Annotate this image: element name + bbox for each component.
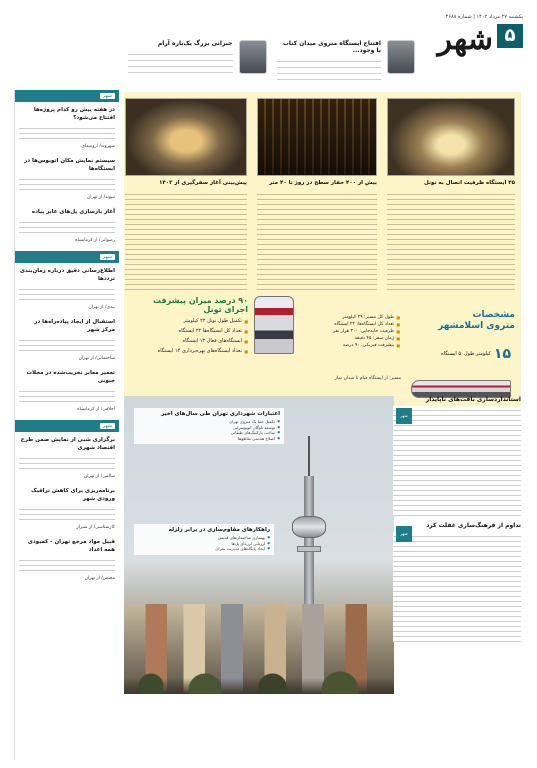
tunnel-photo — [125, 98, 247, 176]
sidebar-tag: شهر — [100, 254, 115, 260]
column-text — [277, 56, 382, 80]
article-title: تداوم از فرهنگ‌سازی غفلت کرد — [426, 522, 521, 529]
eslam-subtitle: متروی اسلامشهر — [438, 321, 515, 331]
overlay-title: راهکارهای مقاوم‌سازی در برابر زلزله — [168, 527, 270, 533]
brief-title: تعمیر معابر تخریب‌شده در محلات جنوبی — [26, 370, 115, 384]
brief-source: بیدی/ از تهران — [88, 305, 115, 310]
news-brief — [15, 267, 119, 310]
metro-tunnel-photo — [387, 98, 515, 176]
stat-item: ■ تعداد کل ایستگاه‌ها: ۲۲ ایستگاه — [304, 321, 400, 328]
progress-title: ۹۰ درصد میزان پیشرفت اجرای تونل — [152, 296, 248, 314]
news-brief — [15, 157, 119, 200]
brief-text — [19, 336, 115, 354]
brief-source: سالمی/ از تهران — [83, 474, 115, 479]
column-title: جبرانی بزرگ یک‌باره آرام — [157, 40, 233, 47]
column-text — [128, 49, 233, 73]
eslam-length — [441, 346, 511, 362]
brief-title: قبیل مواد مرجع تهران - کمبودی همه اعداد — [27, 539, 115, 553]
photo-caption: پیش‌بینی آغاز سفرگیری از ۱۴۰۲ — [159, 180, 247, 186]
milad-tower-photo — [124, 396, 394, 694]
brief-title: سیستم نمایش مکان اتوبوس‌ها در ایستگاه‌ها — [24, 158, 115, 172]
article-text — [125, 190, 247, 290]
section-logo: شهر — [437, 22, 493, 57]
overlay-title: اعتبارات شهرداری تهران طی سال‌های اخیر — [161, 411, 280, 417]
article-text — [387, 190, 515, 290]
tower-head — [292, 516, 326, 538]
metro-train-front-illustration — [254, 296, 294, 354]
brief-title: برگزاری شبی از نمایش ضمن طرح اقتصاد شهری — [20, 437, 115, 451]
eslam-km-unit: کیلومتر طول — [464, 351, 491, 357]
news-brief — [15, 106, 119, 149]
brief-title: آغاز بازسازی پل‌های عابر پیاده — [31, 209, 115, 215]
column-title: افتتاح ایستگاه متروی میدان کتاب با وجود... — [282, 40, 381, 54]
stat-item: ■ پیشرفت فیزیکی: ۹۰ درصد — [304, 342, 400, 349]
brief-text — [19, 124, 115, 142]
brief-source: ساختمانی/ از تهران — [78, 356, 115, 361]
news-brief — [15, 538, 119, 581]
overlay-item: ● ایجاد پایگاه‌های مدیریت بحران — [138, 546, 270, 552]
sidebar-header — [15, 90, 119, 102]
article-title: استانداردسازی بافت‌های ناپایدار — [425, 396, 521, 403]
section-badge: شهر — [396, 526, 412, 542]
eslam-stations: ۵ ایستگاه — [441, 351, 462, 357]
metro-stats — [304, 314, 400, 349]
overlay-item: ● اصلاح هندسی تقاطع‌ها — [138, 436, 280, 442]
progress-panel — [130, 296, 248, 404]
brief-source: کارشناسی/ از شیراز — [76, 525, 115, 530]
brief-source: مختص/ از تهران — [84, 576, 115, 581]
overlay-item: ● توسعه ناوگان اتوبوسرانی — [138, 425, 280, 431]
progress-item: ■ تعداد ایستگاه‌های بهره‌برداری ۱۴ ایستگاه — [130, 348, 248, 355]
budget-overlay — [134, 408, 284, 444]
progress-item: ■ ایستگاه‌های فعال ۱۳ ایستگاه — [130, 338, 248, 345]
columnist-box — [128, 40, 267, 90]
avatar — [387, 40, 415, 74]
metro-feature — [124, 92, 521, 410]
sidebar-tag: شهر — [100, 93, 115, 99]
progress-item: ■ تکمیل طول تونل ۲۲ کیلومتر — [130, 318, 248, 325]
trees — [124, 654, 394, 694]
stat-item: ■ زمان سفر: ۴۵ دقیقه — [304, 335, 400, 342]
brief-text — [19, 387, 115, 405]
stat-item: ■ طول کل مسیر: ۲۹ کیلومتر — [304, 314, 400, 321]
columnist-strip — [128, 40, 415, 90]
news-brief — [15, 369, 119, 412]
news-brief — [15, 208, 119, 243]
side-article — [393, 396, 521, 696]
overlay-item: ● ساخت پارکینگ‌های طبقاتی — [138, 430, 280, 436]
brief-text — [19, 285, 115, 303]
brief-text — [19, 556, 115, 574]
masthead — [419, 14, 523, 84]
sidebar-header — [15, 251, 119, 263]
brief-text — [19, 218, 115, 236]
brief-source: رضوانی/ از کرمانشاه — [75, 238, 115, 243]
brief-text — [19, 454, 115, 472]
brief-source: تبیوند/ از تهران — [86, 195, 115, 200]
eslamshahr-metro-box — [407, 310, 515, 404]
overlay-item: ● بهسازی ساختمان‌های قدیمی — [138, 535, 270, 541]
news-sidebar — [14, 90, 119, 760]
route-note: مسیر: از ایستگاه قیام تا میدان نماز — [334, 376, 401, 381]
overlay-item: ● تکمیل خط یک متروی تهران — [138, 419, 280, 425]
news-brief — [15, 318, 119, 361]
sidebar-tag: شهر — [100, 423, 115, 429]
article-text — [393, 406, 521, 516]
news-brief — [15, 436, 119, 479]
tower-band — [297, 546, 321, 552]
issue-date: یکشنبه ۲۷ مرداد ۱۴۰۲ | شماره ۴۶۸۸ — [445, 14, 523, 20]
sidebar-header — [15, 420, 119, 432]
brief-source: اخلاقی/ از کرمانشاه — [77, 407, 115, 412]
quake-overlay — [134, 524, 274, 555]
brief-text — [19, 175, 115, 193]
brief-text — [19, 505, 115, 523]
columnist-box — [277, 40, 416, 90]
stat-item: ■ ظرفیت جابه‌جایی: ۳۰۰ هزار نفر — [304, 328, 400, 335]
brief-title: استقبال از ایجاد پیاده‌راه‌ها در مرکز شهر — [34, 319, 115, 333]
brief-title: برنامه‌ریزی برای کاهش ترافیک ورودی شهر — [31, 488, 115, 502]
photo-caption: ۴۵ ایستگاه ظرفیت اتصال به تونل — [424, 180, 515, 186]
city-feature — [124, 396, 521, 758]
avatar — [239, 40, 267, 74]
brief-source: شهروند/ ارومیه‌ای — [81, 144, 115, 149]
article-text — [257, 190, 377, 290]
photo-caption: بیش از ۴۰۰ حفار سطح در روز تا ۴۰ متر — [268, 180, 377, 186]
article-text — [393, 532, 521, 642]
brief-title: اطلاع‌رسانی دقیق درباره زمان‌بندی ترددها — [19, 268, 115, 282]
overlay-item: ● ارزیابی لرزه‌ای پل‌ها — [138, 541, 270, 547]
page-number: ۵ — [497, 24, 523, 48]
section-badge: شهر — [396, 408, 412, 424]
eslam-title: مشخصات — [472, 310, 515, 320]
brief-title: در هفته پیش رو کدام پروژه‌ها افتتاح می‌شود؟ — [33, 107, 115, 121]
eslam-km-value: ۱۵ — [493, 346, 511, 362]
construction-photo — [257, 98, 377, 176]
news-brief — [15, 487, 119, 530]
progress-item: ■ تعداد کل ایستگاه‌ها ۲۲ ایستگاه — [130, 328, 248, 335]
